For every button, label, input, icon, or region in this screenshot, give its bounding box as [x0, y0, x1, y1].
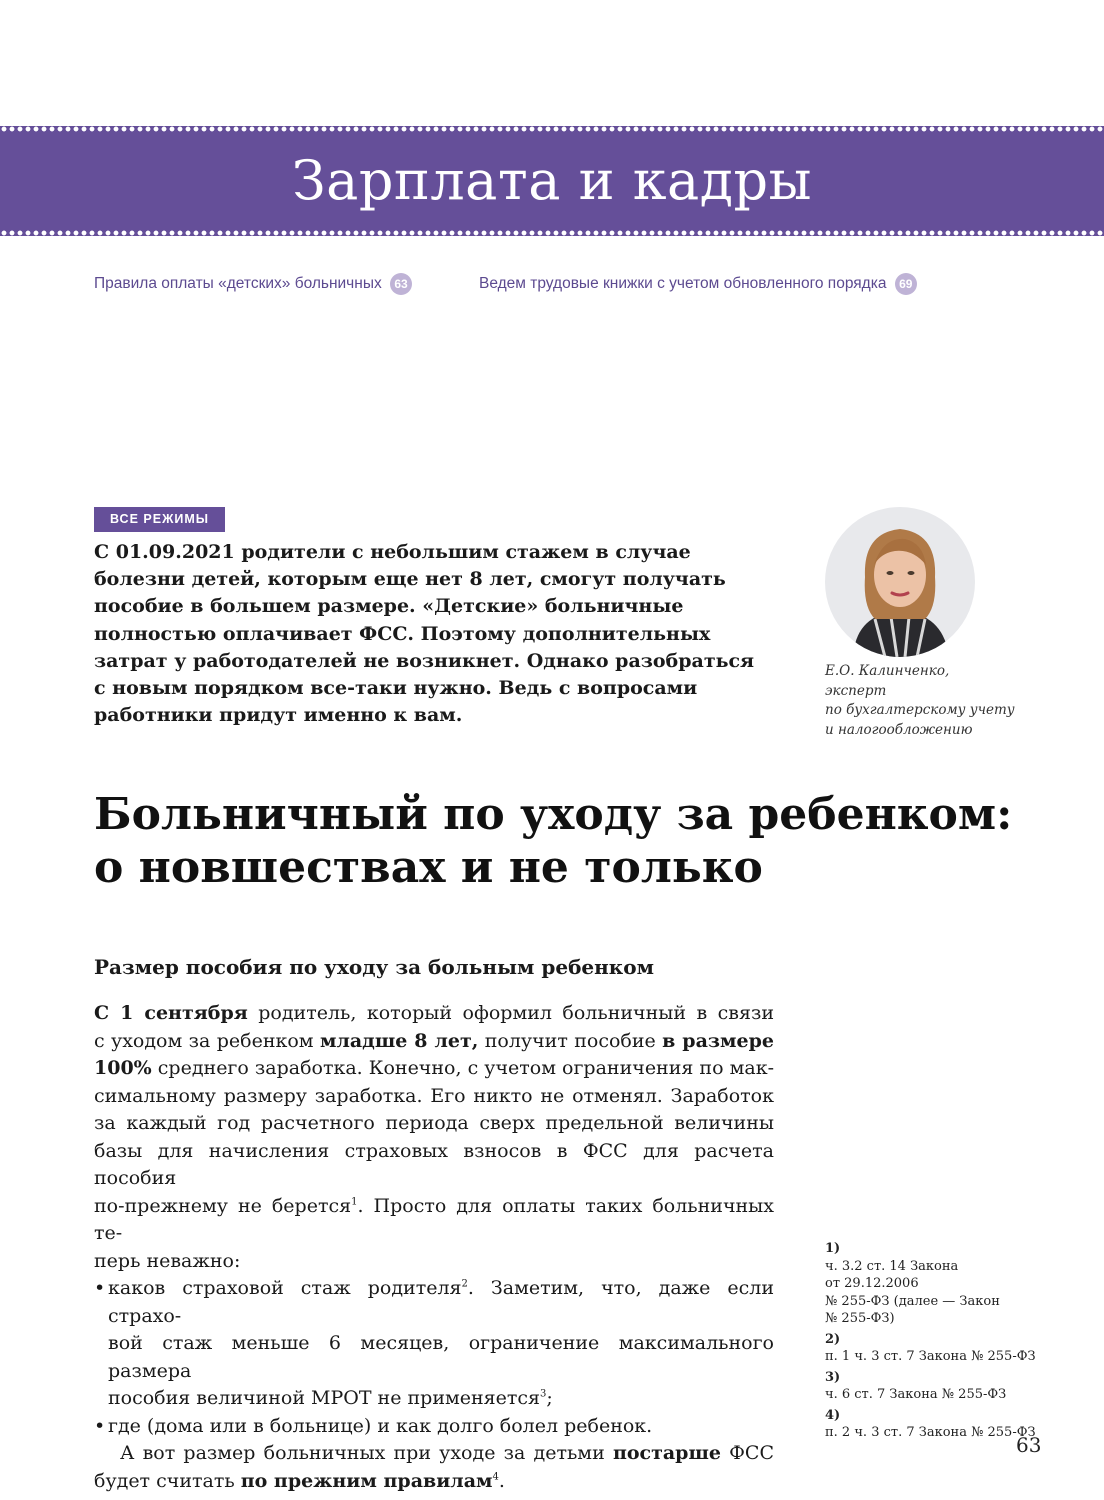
page-badge: 63: [390, 273, 412, 295]
body-line: перь неважно:: [94, 1249, 241, 1272]
toc-label: Ведем трудовые книжки с учетом обновленного порядка: [479, 275, 887, 293]
article-body: [94, 1000, 774, 1495]
bullet-marker: •: [94, 1414, 106, 1437]
footnote-ref: 4: [492, 1471, 499, 1483]
author-photo: [825, 507, 975, 657]
footnote-item: 1) ч. 3.2 ст. 14 Закона от 29.12.2006 № 255-ФЗ (далее — Закон № 255-ФЗ): [825, 1241, 1000, 1326]
lead-line: пособие в большем размере. «Детские» больничные: [94, 595, 684, 618]
footnotes: [825, 1240, 1055, 1445]
toc-link-children-sick-leave[interactable]: [94, 273, 412, 295]
bullet-marker: •: [94, 1277, 106, 1299]
footnote-ref: 1: [351, 1196, 358, 1208]
lead-line: с новым порядком все-таки нужно. Ведь с вопросами: [94, 677, 698, 700]
bullet-item: [94, 1413, 774, 1441]
body-line: пособия величиной МРОТ не применяется$^3$;: [108, 1387, 553, 1409]
footnote-ref: 3: [540, 1388, 547, 1400]
lead-line: болезни детей, которым еще нет 8 лет, смогут получать: [94, 568, 726, 591]
body-line: симальному размеру заработка. Его никто не отменял. Заработок: [94, 1084, 774, 1107]
article-headline: [94, 788, 1012, 894]
body-line: по-прежнему не берется$^1$. Просто для оплаты таких больничных те-: [94, 1194, 775, 1244]
page-number: 63: [1016, 1433, 1042, 1457]
body-line: каков страховой стаж родителя$^2$. Заметим, что, даже если страхо-: [108, 1277, 774, 1327]
footnote-ref: 2: [461, 1278, 468, 1290]
body-line: 100% среднего заработка. Конечно, с учетом ограничения по мак-: [94, 1057, 774, 1079]
footnote-item: 2) п. 1 ч. 3 ст. 7 Закона № 255-ФЗ: [825, 1331, 1036, 1364]
body-line: С 1 сентября родитель, который оформил больничный в связи: [94, 1002, 774, 1024]
body-line: где (дома или в больнице) и как долго болел ребенок.: [108, 1414, 653, 1437]
section-title: Зарплата и кадры: [291, 149, 813, 212]
footnote-item: 4) п. 2 ч. 3 ст. 7 Закона № 255-ФЗ: [825, 1407, 1036, 1440]
bullet-item: [94, 1275, 774, 1413]
body-line: базы для начисления страховых взносов в ФСС для расчета пособия: [94, 1139, 774, 1189]
body-line: за каждый год расчетного периода сверх предельной величины: [94, 1112, 774, 1134]
author-line: и налогообложению: [825, 721, 973, 738]
body-line: А вот размер больничных при уходе за детьми постарше ФСС: [120, 1442, 774, 1464]
author-caption: [825, 662, 1055, 740]
headline-line: о новшествах и не только: [94, 842, 763, 893]
author-line: эксперт: [825, 682, 887, 699]
footnote-item: 3) ч. 6 ст. 7 Закона № 255-ФЗ: [825, 1369, 1007, 1402]
headline-line: Больничный по уходу за ребенком:: [94, 789, 1013, 840]
lead-line: работники придут именно к вам.: [94, 704, 463, 727]
section-subheading: Размер пособия по уходу за больным ребенком: [94, 955, 654, 979]
body-line: с уходом за ребенком младше 8 лет, получит пособие в размере: [94, 1029, 774, 1052]
lead-line: полностью оплачивает ФСС. Поэтому дополнительных: [94, 622, 711, 645]
body-line: вой стаж меньше 6 месяцев, ограничение максимального размера: [108, 1332, 774, 1382]
tax-regime-tag: ВСЕ РЕЖИМЫ: [94, 507, 225, 532]
toc-label: Правила оплаты «детских» больничных: [94, 275, 382, 293]
toc-link-work-books[interactable]: [479, 273, 917, 295]
body-line: будет считать по прежним правилам$^4$.: [94, 1469, 505, 1492]
lead-paragraph: [94, 539, 774, 729]
page-badge: 69: [895, 273, 917, 295]
author-line: по бухгалтерскому учету: [825, 702, 1015, 718]
lead-line: затрат у работодателей не возникнет. Однако разобраться: [94, 649, 755, 672]
author-line: Е.О. Калинченко,: [825, 663, 950, 679]
lead-line: С 01.09.2021 родители с небольшим стажем в случае: [94, 541, 691, 563]
